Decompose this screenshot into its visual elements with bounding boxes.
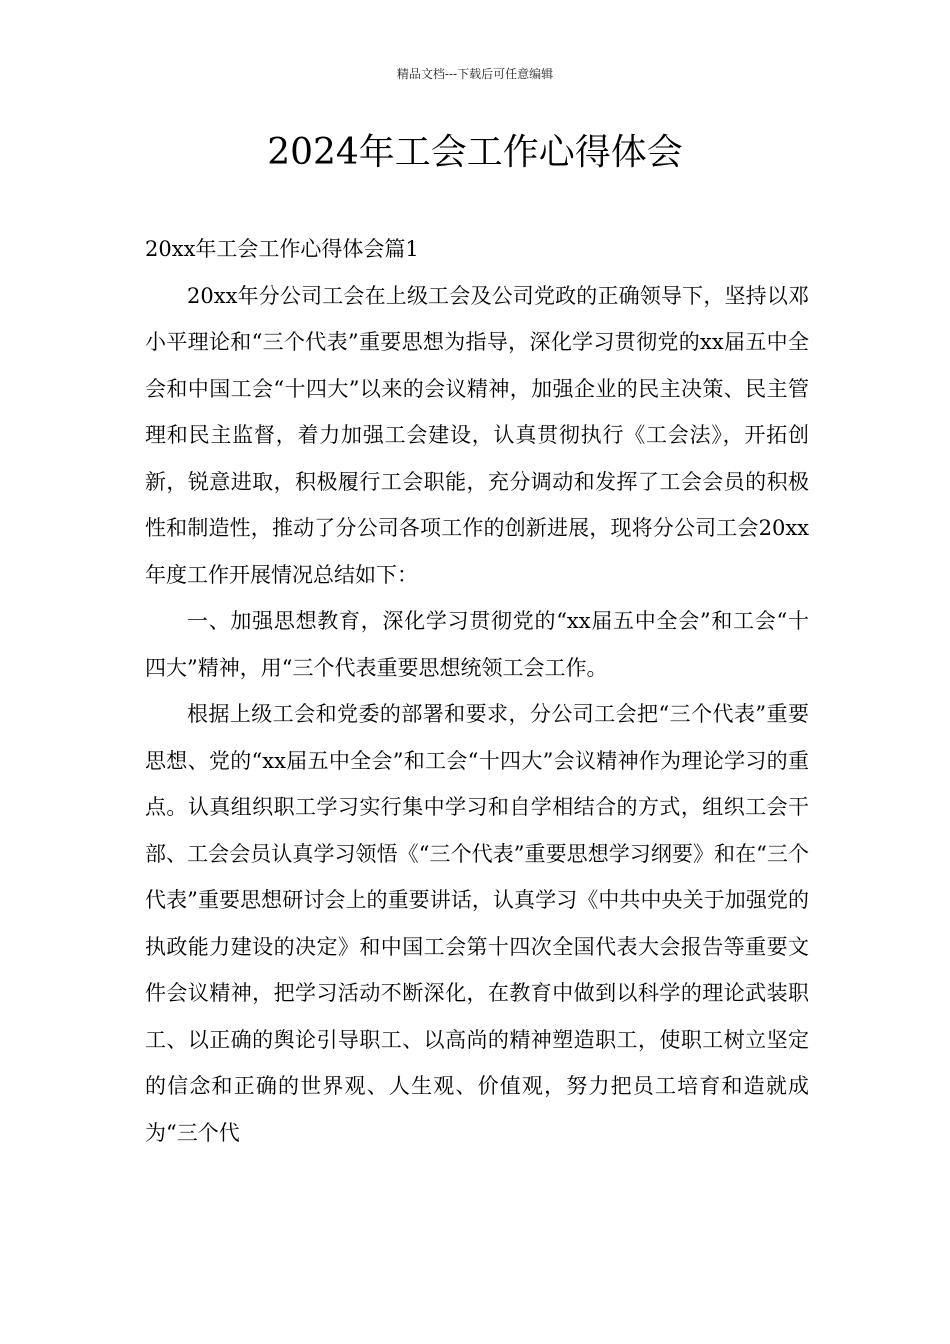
header-note: 精品文档---下载后可任意编辑: [396, 67, 554, 81]
paragraph: 根据上级工会和党委的部署和要求，分公司工会把“三个代表”重要思想、党的“xx届五中全会”和工会“十四大”会议精神作为理论学习的重点。认真组织职工学习实行集中学习和自学相结合的方式，组织工会干部、工会会员认真学习领悟《“三个代表”重要思想学习纲要》和在“三个代表”重要思想研讨会上的重要讲话，认真学习《中共中央关于加强党的执政能力建设的决定》和中国工会第十四次全国代表大会报告等重要文件会议精神，把学习活动不断深化，在教育中做到以科学的理论武装职工、以正确的舆论引导职工、以高尚的精神塑造职工，使职工树立坚定的信念和正确的世界观、人生观、价值观，努力把员工培育和造就成为“三个代: [145, 702, 809, 1145]
paragraph: 一、加强思想教育，深化学习贯彻党的“xx届五中全会”和工会“十四大”精神，用“三个代表重要思想统领工会工作。: [145, 609, 809, 680]
section-subtitle: 20xx年工会工作心得体会篇1: [145, 237, 419, 261]
paragraph: 20xx年分公司工会在上级工会及公司党政的正确领导下，坚持以邓小平理论和“三个代表”重要思想为指导，深化学习贯彻党的xx届五中全会和中国工会“十四大”以来的会议精神，加强企业的民主决策、民主管理和民主监督，着力加强工会建设，认真贯彻执行《工会法》，开拓创新，锐意进取，积极履行工会职能，充分调动和发挥了工会会员的积极性和制造性，推动了分公司各项工作的创新进展，现将分公司工会20xx年度工作开展情况总结如下：: [145, 283, 809, 587]
document-title: 2024年工会工作心得体会: [267, 132, 683, 173]
document-body: [145, 226, 809, 1156]
